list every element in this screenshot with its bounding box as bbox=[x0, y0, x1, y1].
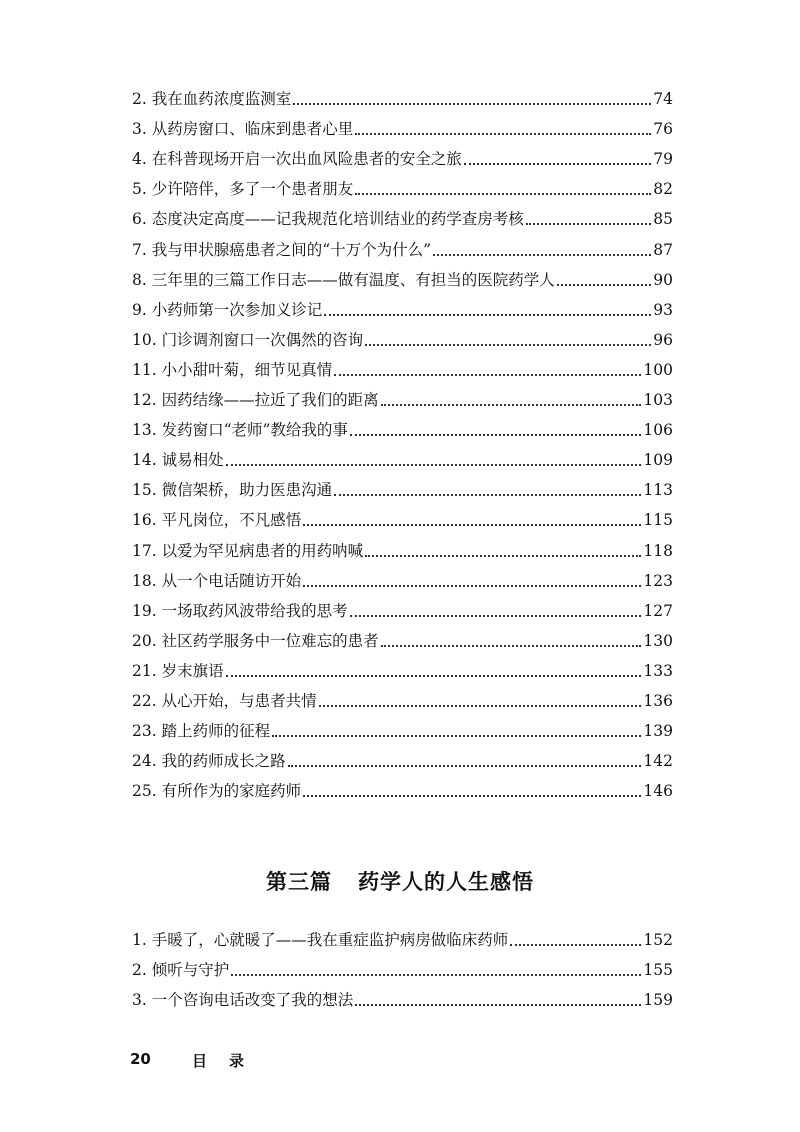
toc-entry-page: 115 bbox=[643, 511, 673, 530]
dot-leader bbox=[557, 284, 652, 286]
toc-entry[interactable] bbox=[132, 741, 673, 771]
toc-entry[interactable] bbox=[132, 591, 673, 621]
toc-entry[interactable] bbox=[132, 380, 673, 410]
dot-leader bbox=[381, 404, 642, 406]
dot-leader bbox=[319, 705, 642, 707]
toc-entry-title: 13. 发药窗口“老师”教给我的事 bbox=[132, 421, 348, 440]
dot-leader bbox=[334, 494, 641, 496]
toc-entry-page: 130 bbox=[643, 631, 673, 650]
dot-leader bbox=[303, 795, 641, 797]
toc-entry[interactable] bbox=[132, 711, 673, 741]
toc-entry-page: 90 bbox=[653, 270, 673, 289]
toc-entry[interactable] bbox=[132, 561, 673, 591]
toc-entry-title: 23. 踏上药师的征程 bbox=[132, 722, 271, 741]
dot-leader bbox=[510, 944, 641, 946]
toc-entry-page: 146 bbox=[643, 782, 673, 801]
toc-entry-title: 25. 有所作为的家庭药师 bbox=[132, 782, 302, 801]
toc-entry-page: 85 bbox=[653, 210, 673, 229]
dot-leader bbox=[350, 615, 642, 617]
toc-entry-page: 74 bbox=[653, 90, 673, 109]
toc-entry-page: 118 bbox=[643, 541, 673, 560]
toc-entry-title: 12. 因药结缘——拉近了我们的距离 bbox=[132, 391, 379, 410]
dot-leader bbox=[365, 344, 651, 346]
dot-leader bbox=[231, 974, 641, 976]
toc-entry-title: 20. 社区药学服务中一位难忘的患者 bbox=[132, 631, 379, 650]
toc-entry-page: 106 bbox=[643, 421, 673, 440]
toc-entry-page: 123 bbox=[643, 571, 673, 590]
toc-entry-page: 79 bbox=[653, 150, 673, 169]
toc-entry-title: 17. 以爱为罕见病患者的用药呐喊 bbox=[132, 541, 364, 560]
toc-entry-title: 10. 门诊调剂窗口一次偶然的咨询 bbox=[132, 330, 364, 349]
dot-leader bbox=[324, 314, 651, 316]
dot-leader bbox=[293, 103, 651, 105]
toc-entry-title: 15. 微信架桥，助力医患沟通 bbox=[132, 481, 333, 500]
toc-entry-page: 136 bbox=[643, 691, 673, 710]
toc-entry-title: 1. 手暖了，心就暖了——我在重症监护病房做临床药师 bbox=[132, 931, 509, 950]
part-number: 第三篇 bbox=[266, 869, 332, 894]
toc-entry[interactable] bbox=[132, 621, 673, 651]
toc-entry[interactable] bbox=[132, 199, 673, 229]
toc-entry[interactable] bbox=[132, 771, 673, 801]
dot-leader bbox=[334, 374, 641, 376]
toc-entry[interactable] bbox=[132, 410, 673, 440]
toc-entry-title: 2. 倾听与守护 bbox=[132, 961, 230, 980]
toc-entry[interactable] bbox=[132, 79, 673, 109]
toc-entry[interactable] bbox=[132, 500, 673, 530]
dot-leader bbox=[303, 585, 641, 587]
dot-leader bbox=[433, 254, 651, 256]
toc-entry[interactable] bbox=[132, 950, 673, 980]
toc-entry-page: 155 bbox=[643, 961, 673, 980]
toc-entry-page: 142 bbox=[643, 752, 673, 771]
toc-entry-title: 6. 态度决定高度——记我规范化培训结业的药学查房考核 bbox=[132, 210, 524, 229]
running-footer-label: 目录 bbox=[192, 1052, 267, 1070]
toc-entry-title: 3. 一个咨询电话改变了我的想法 bbox=[132, 991, 354, 1010]
toc-entry-title: 22. 从心开始，与患者共情 bbox=[132, 691, 317, 710]
toc-entry-page: 133 bbox=[643, 661, 673, 680]
toc-entry-title: 21. 岁末旗语 bbox=[132, 661, 224, 680]
toc-entry-title: 18. 从一个电话随访开始 bbox=[132, 571, 302, 590]
toc-entry[interactable] bbox=[132, 980, 673, 1010]
dot-leader bbox=[350, 434, 641, 436]
toc-entry-page: 100 bbox=[643, 360, 673, 379]
toc-entry-page: 93 bbox=[653, 300, 673, 319]
toc-entry[interactable] bbox=[132, 109, 673, 139]
toc-entry-title: 5. 少许陪伴，多了一个患者朋友 bbox=[132, 180, 354, 199]
toc-entry-page: 159 bbox=[643, 991, 673, 1010]
dot-leader bbox=[464, 163, 652, 165]
toc-entry[interactable] bbox=[132, 350, 673, 380]
toc-entry-title: 2. 我在血药浓度监测室 bbox=[132, 90, 292, 109]
toc-entry[interactable] bbox=[132, 260, 673, 290]
dot-leader bbox=[355, 1004, 641, 1006]
toc-entry-title: 4. 在科普现场开启一次出血风险患者的安全之旅 bbox=[132, 150, 462, 169]
toc-entry[interactable] bbox=[132, 440, 673, 470]
toc-entry-page: 127 bbox=[643, 601, 673, 620]
toc-entry[interactable] bbox=[132, 470, 673, 500]
toc-entry-title: 19. 一场取药风波带给我的思考 bbox=[132, 601, 348, 620]
toc-entry-page: 96 bbox=[653, 330, 673, 349]
toc-entry-title: 14. 诚易相处 bbox=[132, 451, 224, 470]
toc-entry-title: 3. 从药房窗口、临床到患者心里 bbox=[132, 120, 354, 139]
toc-entry[interactable] bbox=[132, 290, 673, 320]
dot-leader bbox=[288, 765, 642, 767]
dot-leader bbox=[355, 133, 651, 135]
dot-leader bbox=[226, 464, 642, 466]
part-heading bbox=[0, 866, 800, 896]
dot-leader bbox=[272, 735, 641, 737]
toc-entry[interactable] bbox=[132, 139, 673, 169]
toc-entry[interactable] bbox=[132, 229, 673, 259]
toc-entry[interactable] bbox=[132, 681, 673, 711]
toc-entry-page: 139 bbox=[643, 722, 673, 741]
toc-entry-title: 8. 三年里的三篇工作日志——做有温度、有担当的医院药学人 bbox=[132, 270, 555, 289]
dot-leader bbox=[355, 193, 651, 195]
toc-entry[interactable] bbox=[132, 651, 673, 681]
toc-entry-page: 82 bbox=[653, 180, 673, 199]
toc-entry[interactable] bbox=[132, 169, 673, 199]
toc-entry-page: 87 bbox=[653, 240, 673, 259]
toc-entry-page: 152 bbox=[643, 931, 673, 950]
toc-list-part2 bbox=[132, 79, 673, 801]
toc-list-part3 bbox=[132, 920, 673, 1010]
toc-entry-title: 11. 小小甜叶菊，细节见真情 bbox=[132, 360, 333, 379]
toc-entry[interactable] bbox=[132, 320, 673, 350]
page-number: 20 bbox=[130, 1050, 151, 1068]
toc-entry-page: 109 bbox=[643, 451, 673, 470]
dot-leader bbox=[526, 223, 652, 225]
toc-entry-title: 9. 小药师第一次参加义诊记 bbox=[132, 300, 323, 319]
toc-entry[interactable] bbox=[132, 920, 673, 950]
toc-entry-page: 76 bbox=[653, 120, 673, 139]
toc-entry-page: 113 bbox=[643, 481, 673, 500]
part-title: 药学人的人生感悟 bbox=[358, 869, 534, 894]
dot-leader bbox=[365, 555, 641, 557]
dot-leader bbox=[303, 524, 641, 526]
toc-entry-title: 24. 我的药师成长之路 bbox=[132, 752, 286, 771]
toc-entry-page: 103 bbox=[643, 391, 673, 410]
toc-entry[interactable] bbox=[132, 530, 673, 560]
toc-entry-title: 7. 我与甲状腺癌患者之间的“十万个为什么” bbox=[132, 240, 432, 259]
toc-entry-title: 16. 平凡岗位，不凡感悟 bbox=[132, 511, 302, 530]
dot-leader bbox=[381, 645, 642, 647]
dot-leader bbox=[226, 675, 642, 677]
